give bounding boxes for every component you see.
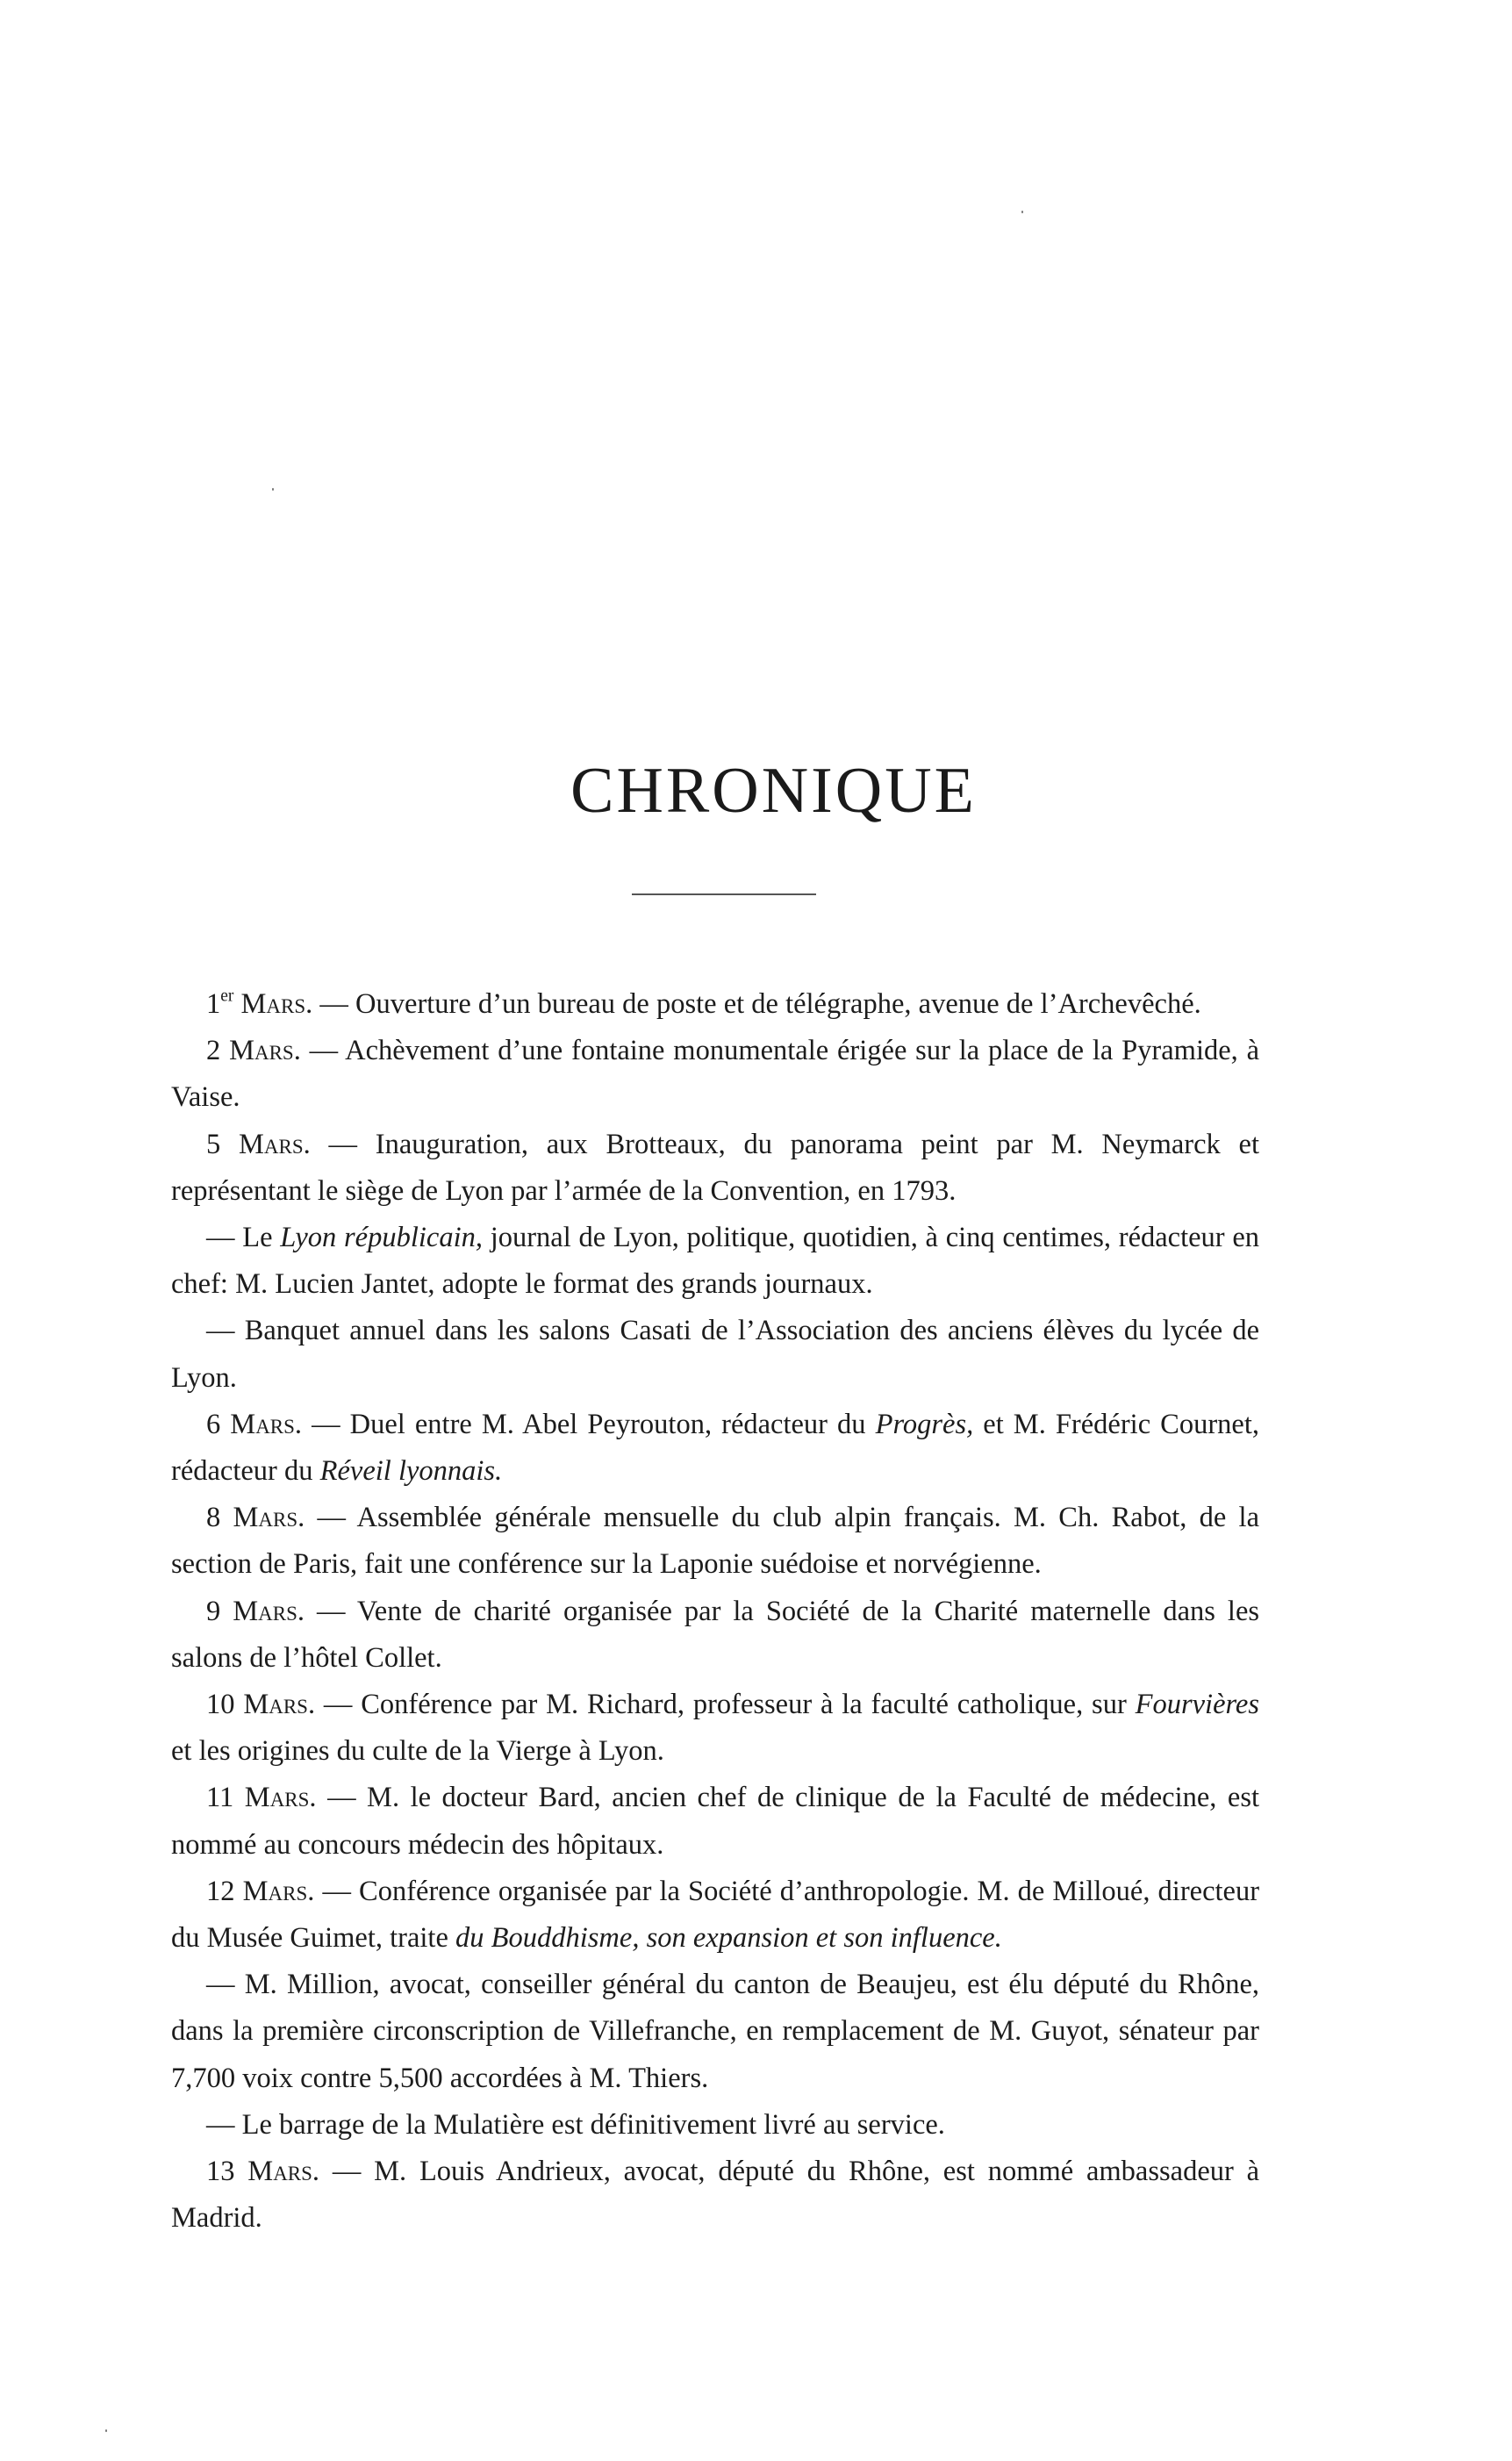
entry-month: Mars. [230, 1408, 303, 1440]
print-speck [1021, 211, 1023, 213]
entry-text: et les origines du culte de la Vierge à Lyon. [171, 1735, 664, 1768]
entry-text: journal de Lyon, politique, quotidien, à cinq centimes, rédacteur en chef: M. Lucien Jantet, adopte le format des grands journaux. [171, 1222, 1260, 1301]
entry-text: — Assemblée générale mensuelle du club alpin français. M. Ch. Rabot, de la section de Paris, fait une conférence sur la Laponie suédoise et norvégienne. [171, 1502, 1259, 1581]
entry-day: 12 [206, 1875, 235, 1907]
chronicle-entry [171, 1682, 1259, 1775]
entry-day: 1 [206, 988, 221, 1020]
print-speck [272, 488, 274, 491]
entry-text: — Le [206, 1222, 273, 1254]
chronicle-entry [171, 2149, 1259, 2242]
entry-month: Mars. [229, 1035, 301, 1067]
entry-month: Mars. [243, 1689, 316, 1721]
entry-text: — Le barrage de la Mulatière est définitivement livré au service. [206, 2108, 945, 2141]
entry-day: 8 [206, 1502, 221, 1534]
chronicle-entry [171, 1775, 1259, 1868]
entry-text: — M. Million, avocat, conseiller général du canton de Beaujeu, est élu député du Rhône, dans la première circonscription de Villefranche, en remplacement de M. Guyot, sénateur par 7,700 voix contre 5,500 accordées à M. Thiers. [171, 1969, 1259, 2094]
entry-text: — Achèvement d’une fontaine monumentale érigée sur la place de la Pyramide, à Vaise. [171, 1035, 1260, 1114]
chronicle-entry [171, 1402, 1259, 1495]
entry-day-suffix: er [220, 987, 234, 1006]
chronicle-entry [171, 1215, 1259, 1308]
chronicle-entry [171, 1122, 1259, 1215]
entry-day: 5 [206, 1128, 221, 1160]
entry-day: 11 [206, 1782, 234, 1814]
entry-date [206, 2156, 319, 2187]
entry-text: — Banquet annuel dans les salons Casati de l’Association des anciens élèves du lycée de Lyon. [171, 1315, 1259, 1394]
print-speck [105, 2429, 107, 2432]
entry-day: 9 [206, 1595, 221, 1627]
entry-text: — Conférence par M. Richard, professeur à la faculté catholique, sur [323, 1689, 1127, 1721]
entry-date [206, 1689, 315, 1720]
entry-month: Mars. [244, 1782, 317, 1814]
entry-month: Mars. [233, 1502, 305, 1534]
entry-text: — M. le docteur Bard, ancien chef de clinique de la Faculté de médecine, est nommé au concours médecin des hôpitaux. [171, 1782, 1260, 1861]
chronicle-entry [171, 1962, 1259, 2102]
entry-day: 10 [206, 1689, 235, 1721]
newspaper-title: Réveil lyonnais. [319, 1455, 503, 1488]
entry-text: et M. Frédéric Cournet, rédacteur du [171, 1408, 1260, 1488]
newspaper-title: Lyon républicain, [280, 1222, 483, 1254]
entry-day: 2 [206, 1035, 221, 1067]
entry-date [206, 988, 312, 1020]
entry-date [206, 1876, 314, 1907]
entry-month: Mars. [233, 1595, 305, 1627]
chronicle-entry [171, 1028, 1259, 1121]
entry-text: — Ouverture d’un bureau de poste et de télégraphe, avenue de l’Archevêché. [319, 988, 1201, 1020]
chronicle-entry [171, 2102, 1259, 2149]
lecture-title: du Bouddhisme, son expansion et son influence. [455, 1922, 1002, 1955]
page-title: CHRONIQUE [570, 755, 977, 827]
entry-month: Mars. [239, 1128, 311, 1160]
entry-text: — Duel entre M. Abel Peyrouton, rédacteur du [312, 1408, 866, 1440]
entry-date [206, 1502, 305, 1533]
entry-day: 13 [206, 2156, 235, 2188]
entry-month: Mars. [240, 988, 313, 1020]
chronicle-entry [171, 1589, 1259, 1682]
entry-day: 6 [206, 1408, 221, 1440]
chronicle-entry [171, 981, 1259, 1028]
entry-date [206, 1782, 317, 1813]
entry-text: — Inauguration, aux Brotteaux, du panorama peint par M. Neymarck et représentant le siège de Lyon par l’armée de la Convention, en 1793. [171, 1128, 1260, 1207]
entry-date [206, 1409, 302, 1440]
entry-text: — Conférence organisée par la Société d’anthropologie. M. de Milloué, directeur du Musée Guimet, traite [171, 1875, 1260, 1955]
entry-date [206, 1035, 301, 1066]
entry-date [206, 1129, 311, 1160]
newspaper-title: Progrès, [875, 1408, 974, 1440]
place-name: Fourvières [1135, 1689, 1260, 1721]
chronicle-entry [171, 1495, 1259, 1588]
entry-text: — M. Louis Andrieux, avocat, député du Rhône, est nommé ambassadeur à Madrid. [171, 2156, 1260, 2235]
chronicle-entries [171, 981, 1259, 2242]
entry-date [206, 1596, 305, 1627]
chronicle-entry [171, 1869, 1259, 1962]
entry-month: Mars. [242, 1875, 315, 1907]
entry-month: Mars. [247, 2156, 320, 2188]
chronicle-entry [171, 1308, 1259, 1401]
entry-text: — Vente de charité organisée par la Société de la Charité maternelle dans les salons de l’hôtel Collet. [171, 1595, 1260, 1674]
title-divider [632, 893, 816, 895]
